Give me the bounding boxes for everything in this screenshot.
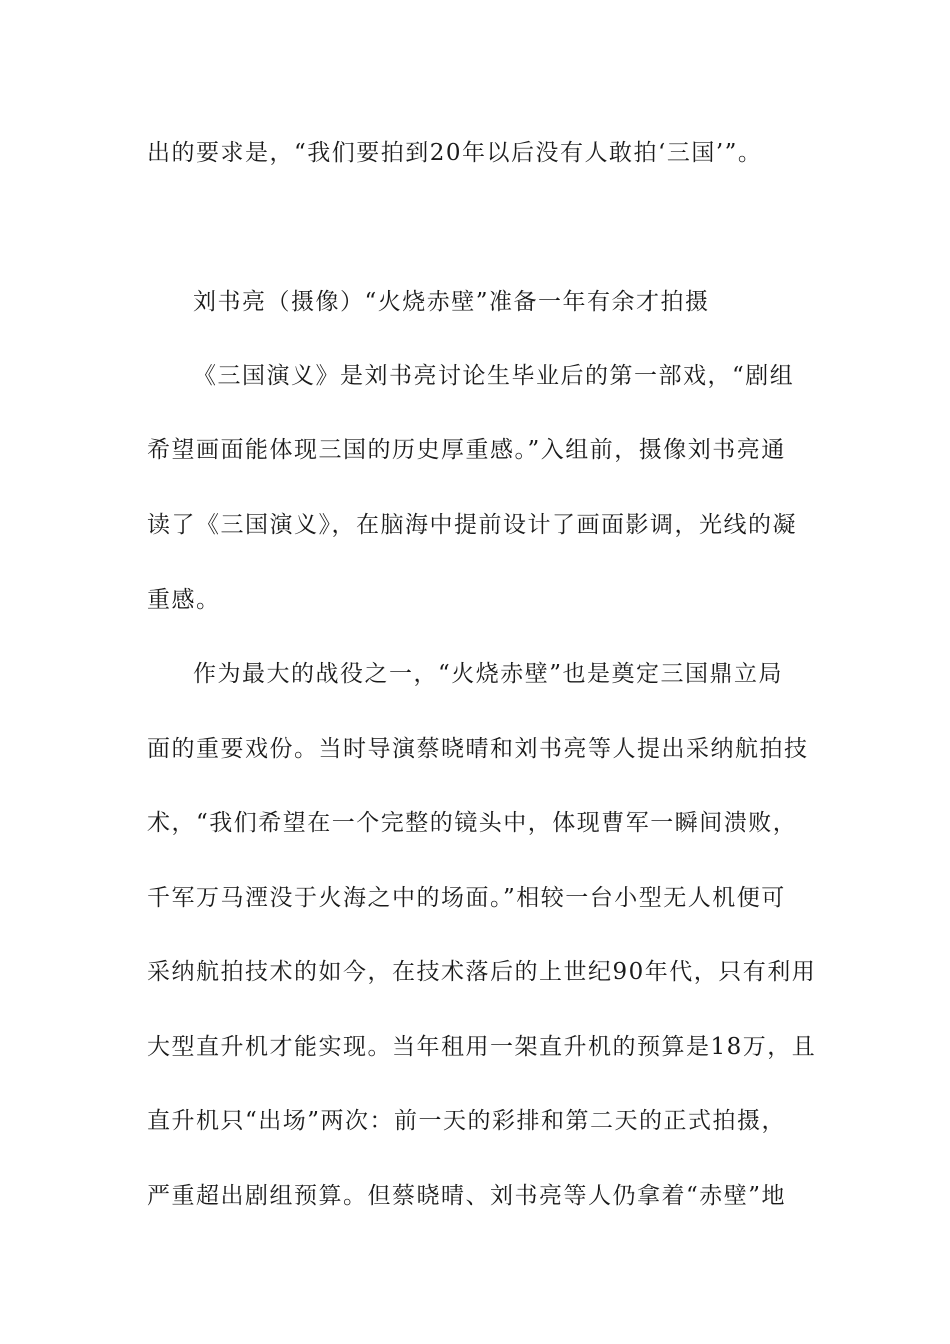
text-line: 千军万马湮没于火海之中的场面。”相较一台小型无人机便可 [147, 885, 786, 911]
text-line: 采纳航拍技术的如今，在技术落后的上世纪90年代，只有利用 [147, 959, 817, 985]
text-line: 《三国演义》是刘书亮讨论生毕业后的第一部戏，“剧组 [193, 363, 795, 389]
text-line: 重感。 [147, 587, 221, 613]
section-heading: 刘书亮（摄像）“火烧赤壁”准备一年有余才拍摄 [193, 289, 710, 315]
text-line: 大型直升机才能实现。当年租用一架直升机的预算是18万，且 [147, 1034, 817, 1060]
text-line: 严重超出剧组预算。但蔡晓晴、刘书亮等人仍拿着“赤壁”地 [147, 1183, 787, 1209]
text-line: 直升机只“出场”两次：前一天的彩排和第二天的正式拍摄， [147, 1108, 787, 1134]
text-line: 出的要求是，“我们要拍到20年以后没有人敢拍‘三国’”。 [147, 140, 763, 166]
text-line: 读了《三国演义》，在脑海中提前设计了画面影调，光线的凝 [147, 512, 797, 538]
text-line: 作为最大的战役之一，“火烧赤壁”也是奠定三国鼎立局 [193, 661, 784, 687]
text-line: 面的重要戏份。当时导演蔡晓晴和刘书亮等人提出采纳航拍技 [147, 736, 809, 762]
text-line: 希望画面能体现三国的历史厚重感。”入组前，摄像刘书亮通 [147, 437, 786, 463]
text-line: 术，“我们希望在一个完整的镜头中，体现曹军一瞬间溃败， [147, 810, 798, 836]
